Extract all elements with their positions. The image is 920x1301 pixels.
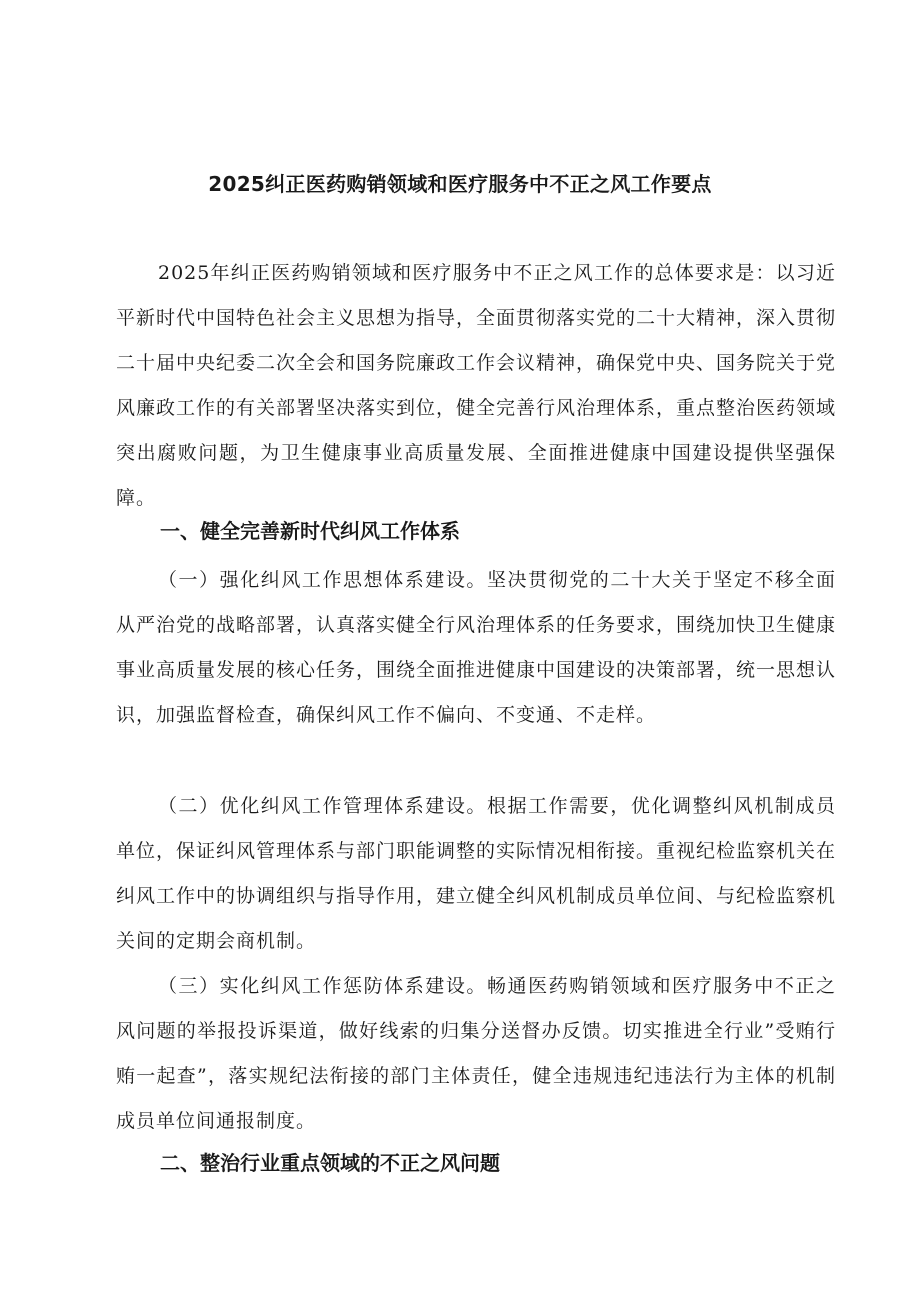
section-2-heading: 二、整治行业重点领域的不正之风问题	[160, 1151, 500, 1175]
document-title: 2025纠正医药购销领域和医疗服务中不正之风工作要点	[208, 172, 712, 196]
section-1-item-2: （二）优化纠风工作管理体系建设。根据工作需要，优化调整纠风机制成员单位，保证纠风管理体系与部门职能调整的实际情况相衔接。重视纪检监察机关在纠风工作中的协调组织与指导作用，建立健全纠风机制成员单位间、与纪检监察机关间的定期会商机制。	[116, 795, 837, 952]
section-1-item-1: （一）强化纠风工作思想体系建设。坚决贯彻党的二十大关于坚定不移全面从严治党的战略部署，认真落实健全行风治理体系的任务要求，围绕加快卫生健康事业高质量发展的核心任务，围绕全面推进健康中国建设的决策部署，统一思想认识，加强监督检查，确保纠风工作不偏向、不变通、不走样。	[116, 569, 837, 726]
section-1-item-3: （三）实化纠风工作惩防体系建设。畅通医药购销领域和医疗服务中不正之风问题的举报投诉渠道，做好线索的归集分送督办反馈。切实推进全行业”受贿行贿一起查”，落实规纪法衔接的部门主体责任，健全违规违纪违法行为主体的机制成员单位间通报制度。	[116, 975, 836, 1132]
section-1-heading: 一、健全完善新时代纠风工作体系	[160, 519, 460, 543]
intro-paragraph: 2025年纠正医药购销领域和医疗服务中不正之风工作的总体要求是：以习近平新时代中国特色社会主义思想为指导，全面贯彻落实党的二十大精神，深入贯彻二十届中央纪委二次全会和国务院廉政工作会议精神，确保党中央、国务院关于党风廉政工作的有关部署坚决落实到位，健全完善行风治理体系，重点整治医药领域突出腐败问题，为卫生健康事业高质量发展、全面推进健康中国建设提供坚强保障。	[116, 262, 837, 509]
